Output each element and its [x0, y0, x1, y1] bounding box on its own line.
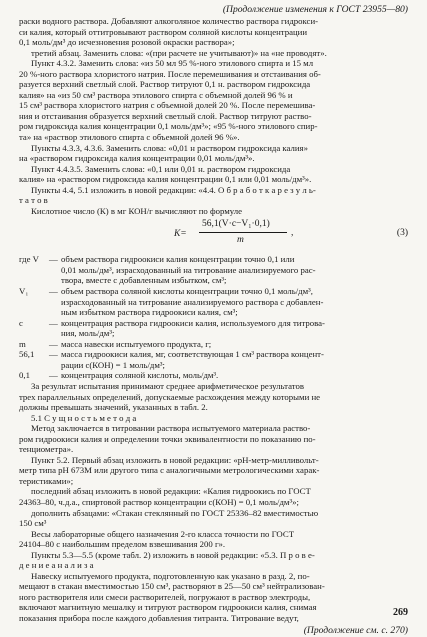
definition-item	[19, 254, 408, 265]
formula-3	[19, 216, 408, 254]
definition-text: концентрация раствора гидроокиси калия, используемого для титрова-	[61, 317, 325, 328]
definition-text: объем раствора гидроокиси калия концентрации точно 0,1 или	[61, 254, 295, 265]
text-line: включают магнитную мешалку и титруют раствором гидроокиси калия, снимая	[19, 602, 317, 613]
text-line: 150 см³	[19, 518, 47, 529]
definition-text: масса гидроокиси калия, мг, соответствующая 1 см³ раствора концент-	[61, 349, 324, 360]
text-line: 15 см³ раствора хлористого натрия с объемной долей 20 %. После перемешива-	[19, 100, 316, 111]
text-line: Пункты 5.3—5.5 (кроме табл. 2) изложить в новой редакции: «5.3. П р о в е-	[31, 549, 315, 560]
definition-text-continued: рации с(КОН) = 1 моль/дм³;	[61, 359, 165, 370]
text-line: показания прибора после каждого добавления титранта. Титрование ведут,	[19, 612, 299, 623]
text-line: т а т о в	[19, 195, 48, 206]
text-line: метр типа рН 673М или другого типа с аналогичными метрологическими харак-	[19, 465, 320, 476]
text-line: Пункты 4.4, 5.1 изложить в новой редакции: «4.4. О б р а б о т к а р е з у л ь-	[31, 184, 316, 195]
definition-text-continued: израсходованный на титрование анализируемого раствора с добавлен-	[61, 296, 324, 307]
text-line: 20 %-ного раствора хлористого натрия. После перемешивания и отстаивания об-	[19, 68, 321, 79]
text-line: Пункт 5.2. Первый абзац изложить в новой редакции: «рН-метр-милливольт-	[31, 454, 319, 465]
text-line: ния и отстаивания образуется верхний светлый слой. Раствор титруют раство-	[19, 110, 312, 121]
running-header: (Продолжение изменения к ГОСТ 23955—80)	[222, 4, 408, 15]
text-line: д е н и е а н а л и з а	[19, 560, 94, 571]
definition-text-continued: 0,01 моль/дм³, израсходованный на титрование анализируемого рас-	[61, 264, 316, 275]
definition-symbol: V₁	[19, 286, 29, 297]
formula-lhs: К=	[174, 229, 187, 240]
definition-item	[19, 370, 408, 381]
definition-symbol: где V	[19, 254, 39, 265]
text-line: ного растворителя или смеси растворителей, погружают в раствор электроды,	[19, 591, 311, 602]
formula-numerator: 56,1(V·c−V₁·0,1)	[202, 219, 270, 230]
definition-dash: —	[49, 286, 58, 297]
definition-symbol: 0,1	[19, 370, 30, 381]
text-line: последний абзац изложить в новой редакции: «Калия гидроокись по ГОСТ	[31, 486, 311, 497]
text-line: Пункт 4.3.2. Заменить слова: «из 50 мл 95 %-ного этилового спирта и 15 мл	[31, 58, 314, 69]
definition-item	[19, 318, 408, 329]
definition-dash: —	[49, 254, 58, 265]
text-line: калия» на «из 50 см³ раствора этилового спирта с объемной долей 96 % и	[19, 89, 293, 100]
text-line: трех параллельных определений, допускаемые расхождения между которыми не	[19, 391, 321, 402]
text-block-2	[19, 381, 408, 624]
text-line: ром гидроокиси калия и определении точки эквивалентности по показанию по-	[19, 433, 316, 444]
variable-definitions	[19, 254, 408, 381]
text-line: 0,1 моль/дм³ до исчезновения розовой окраски раствора»;	[19, 37, 235, 48]
definition-text-continued: твора, вместе с добавленным избытком, см³;	[61, 275, 227, 286]
text-line: Навеску испытуемого продукта, подготовленную как указано в разд. 2, по-	[31, 570, 310, 581]
definition-dash: —	[49, 317, 58, 328]
text-line: дополнить абзацами: «Стакан стеклянный по ГОСТ 25336–82 вместимостью	[31, 507, 319, 518]
text-line: та» на «раствор этилового спирта с объемной долей 96 %».	[19, 132, 240, 143]
text-line: на «раствором гидроксида калия концентрации 0,01 моль/дм³».	[19, 153, 255, 164]
text-line: Кислотное число (К) в мг КОН/г вычисляют по формуле	[31, 205, 243, 216]
definition-symbol: m	[19, 338, 26, 349]
text-line: Пункты 4.3.3, 4.3.6. Заменить слова: «0,01 н раствором гидроксида калия»	[31, 142, 308, 153]
definition-dash: —	[49, 338, 58, 349]
text-line: теристиками»;	[19, 475, 74, 486]
text-line: Пункт 4.4.3.5. Заменить слова: «0,1 или 0,01 н. раствором гидроксида	[31, 163, 291, 174]
equation-number: (3)	[396, 228, 408, 239]
text-line: мещают в стакан вместимостью 150 см³, растворяют в 25—50 см³ нейтрализован-	[19, 581, 325, 592]
definition-text-continued: ния, моль/дм³;	[61, 328, 115, 339]
fraction-bar	[199, 232, 287, 233]
text-line: 5.1 С у щ н о с т ь м е т о д а	[31, 412, 137, 423]
text-line: третий абзац. Заменить слова: «(при расчете не учитывают)» на «не проводят».	[31, 47, 327, 58]
definition-symbol: c	[19, 317, 23, 328]
definition-text: концентрация соляной кислоты, моль/дм³.	[61, 370, 219, 381]
text-line: За результат испытания принимают среднее арифметическое результатов	[31, 380, 304, 391]
definition-text: масса навески испытуемого продукта, г;	[61, 338, 212, 349]
definition-dash: —	[49, 349, 58, 360]
definition-text-continued: ным избытком раствора гидроокиси калия, см³;	[61, 307, 238, 318]
definition-item	[19, 286, 408, 297]
text-line: разуется верхний светлый слой. Раствор титруют 0,1 н. раствором гидроксида	[19, 79, 311, 90]
page-number: 269	[393, 607, 408, 618]
text-line: калия» на «раствором гидроксида калия концентрации 0,1 или 0,01 моль/дм³».	[19, 174, 312, 185]
definition-dash: —	[49, 370, 58, 381]
text-line: раски водного раствора. Добавляют алкоголяное количество раствора гидрокси-	[19, 16, 319, 26]
text-line: Метод заключается в титровании раствора испытуемого материала раство-	[31, 423, 311, 434]
text-line: си калия, который оттитровывают раствором соляной кислоты концентрации	[19, 26, 308, 37]
text-line: тенциометра».	[19, 444, 74, 455]
text-line: ром гидроксида калия концентрации 0,1 моль/дм³»; «95 %-ного этилового спир-	[19, 121, 318, 132]
definition-symbol: 56,1	[19, 349, 35, 360]
text-line: должны превышать значений, указанных в табл. 2.	[19, 402, 208, 413]
text-block-1	[19, 16, 408, 216]
definition-item	[19, 349, 408, 360]
text-line: 24104–80 с наибольшим пределом взвешивания 200 г».	[19, 539, 226, 550]
formula-comma: ,	[291, 228, 294, 239]
formula-denominator: m	[237, 235, 244, 246]
definition-item	[19, 339, 408, 350]
text-line: 24363–80, ч.д.а., спиртовой раствор концентрации с(КОН) = 0,1 моль/дм³»;	[19, 496, 299, 507]
text-line: Весы лабораторные общего назначения 2-го класса точности по ГОСТ	[31, 528, 295, 539]
definition-text: объем раствора соляной кислоты концентрации точно 0,1 моль/дм³,	[61, 286, 313, 297]
continuation-note: (Продолжение см. с. 270)	[303, 624, 408, 636]
